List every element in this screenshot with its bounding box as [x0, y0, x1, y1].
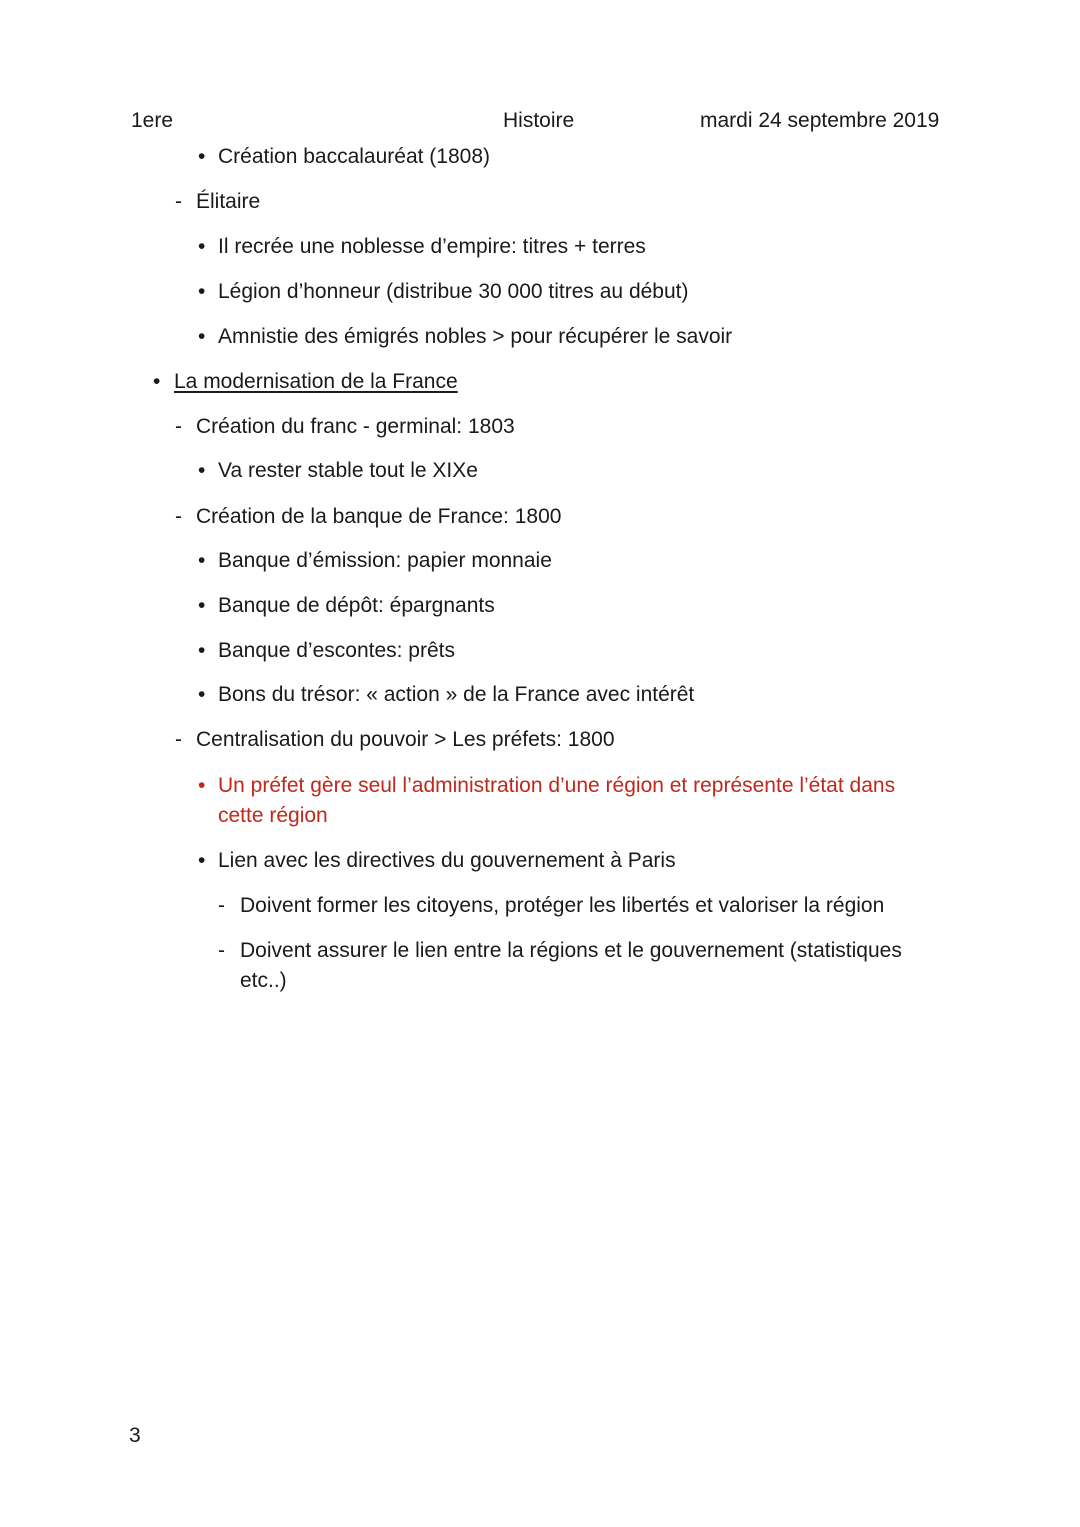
bullet-icon: •: [198, 849, 206, 872]
list-item-text: Lien avec les directives du gouvernement à Paris: [218, 849, 676, 872]
list-item-text: Création de la banque de France: 1800: [196, 505, 562, 528]
header-class: 1ere: [131, 109, 174, 132]
bullet-icon: •: [198, 549, 206, 572]
list-item-text: Il recrée une noblesse d’empire: titres + terres: [218, 235, 646, 258]
header-subject: Histoire: [503, 109, 575, 132]
dash-bullet-icon: -: [218, 939, 225, 962]
header-date: mardi 24 septembre 2019: [700, 109, 940, 132]
list-item-text: Centralisation du pouvoir > Les préfets: 1800: [196, 728, 615, 751]
section-heading: La modernisation de la France: [174, 370, 458, 393]
list-item-text: Création du franc - germinal: 1803: [196, 415, 515, 438]
dash-bullet-icon: -: [175, 728, 182, 751]
list-item-text: Création baccalauréat (1808): [218, 145, 490, 168]
bullet-icon: •: [198, 280, 206, 303]
dash-bullet-icon: -: [175, 190, 182, 213]
list-item-text: Amnistie des émigrés nobles > pour récupérer le savoir: [218, 325, 733, 348]
list-item-text: Élitaire: [196, 190, 261, 213]
dash-bullet-icon: -: [218, 894, 225, 917]
bullet-icon: •: [198, 774, 206, 797]
bullet-icon: •: [153, 370, 161, 393]
list-item-text: Doivent former les citoyens, protéger les libertés et valoriser la région: [240, 894, 885, 917]
list-item-text: Doivent assurer le lien entre la régions et le gouvernement (statistiques etc..): [240, 939, 902, 992]
bullet-icon: •: [198, 235, 206, 258]
list-item-text: Banque d’escontes: prêts: [218, 639, 455, 662]
list-item-text: Bons du trésor: « action » de la France avec intérêt: [218, 683, 695, 706]
bullet-icon: •: [198, 683, 206, 706]
bullet-icon: •: [198, 325, 206, 348]
bullet-icon: •: [198, 145, 206, 168]
list-item-text: Va rester stable tout le XIXe: [218, 459, 478, 482]
dash-bullet-icon: -: [175, 505, 182, 528]
list-item-text: Un préfet gère seul l’administration d’une région et représente l’état dans cette région: [218, 774, 896, 827]
bullet-icon: •: [198, 639, 206, 662]
list-item-text: Banque d’émission: papier monnaie: [218, 549, 552, 572]
page-number: 3: [129, 1424, 141, 1447]
dash-bullet-icon: -: [175, 415, 182, 438]
bullet-icon: •: [198, 459, 206, 482]
list-item-text: Légion d’honneur (distribue 30 000 titres au début): [218, 280, 689, 303]
bullet-icon: •: [198, 594, 206, 617]
list-item-text: Banque de dépôt: épargnants: [218, 594, 495, 617]
